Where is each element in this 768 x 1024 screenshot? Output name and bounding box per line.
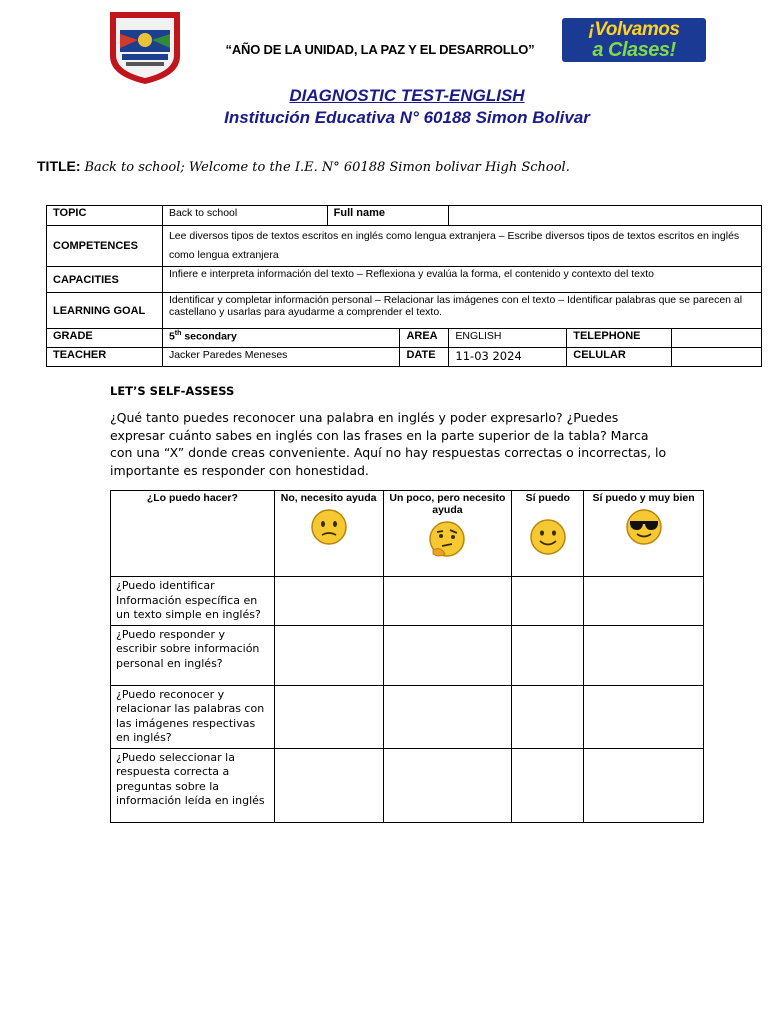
area-value: ENGLISH: [449, 329, 567, 348]
teacher-label: TEACHER: [47, 348, 163, 367]
title-line: [37, 158, 570, 175]
learning-goal-value: Identificar y completar información personal – Relacionar las imágenes con el texto – Identificar palabras que se parecen al castellano y usarlas para ayudarme a comprender el texto.: [162, 293, 761, 329]
answer-cell[interactable]: [383, 685, 512, 748]
school-shield-logo: [108, 10, 182, 86]
learning-goal-label: LEARNING GOAL: [47, 293, 163, 329]
question-row-1: ¿Puedo identificar Información específica en un texto simple en inglés?: [111, 577, 275, 626]
grade-suffix: th: [174, 330, 182, 337]
topic-label: TOPIC: [47, 206, 163, 226]
grade-label: GRADE: [47, 329, 163, 348]
fullname-label: Full name: [327, 206, 449, 226]
answer-cell[interactable]: [512, 625, 584, 685]
area-label: AREA: [400, 329, 449, 348]
year-motto: “AÑO DE LA UNIDAD, LA PAZ Y EL DESARROLLO”: [225, 42, 535, 57]
celular-field[interactable]: [672, 348, 762, 367]
celular-label: CELULAR: [567, 348, 672, 367]
badge-line-1: ¡Volvamos: [588, 19, 680, 40]
answer-cell[interactable]: [274, 748, 383, 822]
col-header-little-label: Un poco, pero necesito ayuda: [389, 492, 506, 516]
fullname-field[interactable]: [449, 206, 762, 226]
answer-cell[interactable]: [512, 748, 584, 822]
volvamos-clases-badge: [562, 18, 706, 62]
competences-label: COMPETENCES: [47, 226, 163, 267]
smiling-face-icon: [529, 518, 567, 556]
answer-cell[interactable]: [274, 625, 383, 685]
answer-cell[interactable]: [584, 748, 704, 822]
self-assess-table: [110, 490, 704, 823]
school-name: Institución Educativa N° 60188 Simon Bolivar: [224, 108, 590, 127]
answer-cell[interactable]: [274, 685, 383, 748]
title-value: Back to school; Welcome to the I.E. N° 60188 Simon bolivar High School.: [84, 160, 570, 175]
question-row-2: ¿Puedo responder y escribir sobre información personal en inglés?: [111, 625, 275, 685]
worried-face-icon: [310, 508, 348, 546]
self-assess-heading: LET’S SELF-ASSESS: [110, 384, 235, 398]
answer-cell[interactable]: [584, 625, 704, 685]
col-header-need-help-label: No, necesito ayuda: [280, 492, 377, 504]
self-assess-instructions: ¿Qué tanto puedes reconocer una palabra en inglés y poder expresarlo? ¿Puedes expresar cuánto sabes en inglés con las frases en la parte superior de la tabla? Marca con una “X” donde creas conveniente. Aquí no hay respuestas correctas o incorrectas, lo importante es responder con honestidad.: [110, 410, 667, 478]
sunglasses-face-icon: [625, 508, 663, 546]
col-header-can-i: ¿Lo puedo hacer?: [111, 491, 275, 577]
col-header-can: [512, 491, 584, 577]
col-header-very-well-label: Sí puedo y muy bien: [592, 492, 695, 504]
telephone-label: TELEPHONE: [567, 329, 672, 348]
badge-line-2: a Clases!: [592, 39, 676, 61]
thinking-face-icon: [427, 520, 467, 560]
answer-cell[interactable]: [512, 685, 584, 748]
title-label: TITLE:: [37, 158, 81, 174]
date-value: 11-03 2024: [449, 348, 567, 367]
answer-cell[interactable]: [584, 577, 704, 626]
question-row-4: ¿Puedo seleccionar la respuesta correcta a preguntas sobre la información leída en inglés: [111, 748, 275, 822]
capacities-value: Infiere e interpreta información del texto – Reflexiona y evalúa la forma, el contenido y contexto del texto: [162, 267, 761, 293]
question-row-3: ¿Puedo reconocer y relacionar las palabras con las imágenes respectivas en inglés?: [111, 685, 275, 748]
date-label: DATE: [400, 348, 449, 367]
answer-cell[interactable]: [383, 748, 512, 822]
answer-cell[interactable]: [274, 577, 383, 626]
answer-cell[interactable]: [512, 577, 584, 626]
capacities-label: CAPACITIES: [47, 267, 163, 293]
grade-number: 5: [168, 330, 175, 343]
topic-value: Back to school: [162, 206, 327, 226]
document-title: DIAGNOSTIC TEST-ENGLISH: [289, 86, 525, 105]
answer-cell[interactable]: [383, 625, 512, 685]
competences-value: Lee diversos tipos de textos escritos en inglés como lengua extranjera – Escribe diversos tipos de textos escritos en inglés como lengua extranjera: [162, 226, 761, 267]
grade-value: [162, 329, 400, 348]
col-header-can-label: Sí puedo: [525, 492, 570, 504]
grade-level: secondary: [184, 330, 237, 343]
col-header-need-help: [274, 491, 383, 577]
answer-cell[interactable]: [584, 685, 704, 748]
col-header-very-well: [584, 491, 704, 577]
telephone-field[interactable]: [672, 329, 762, 348]
col-header-little: [383, 491, 512, 577]
teacher-value: Jacker Paredes Meneses: [162, 348, 400, 367]
answer-cell[interactable]: [383, 577, 512, 626]
info-table: [46, 205, 762, 367]
